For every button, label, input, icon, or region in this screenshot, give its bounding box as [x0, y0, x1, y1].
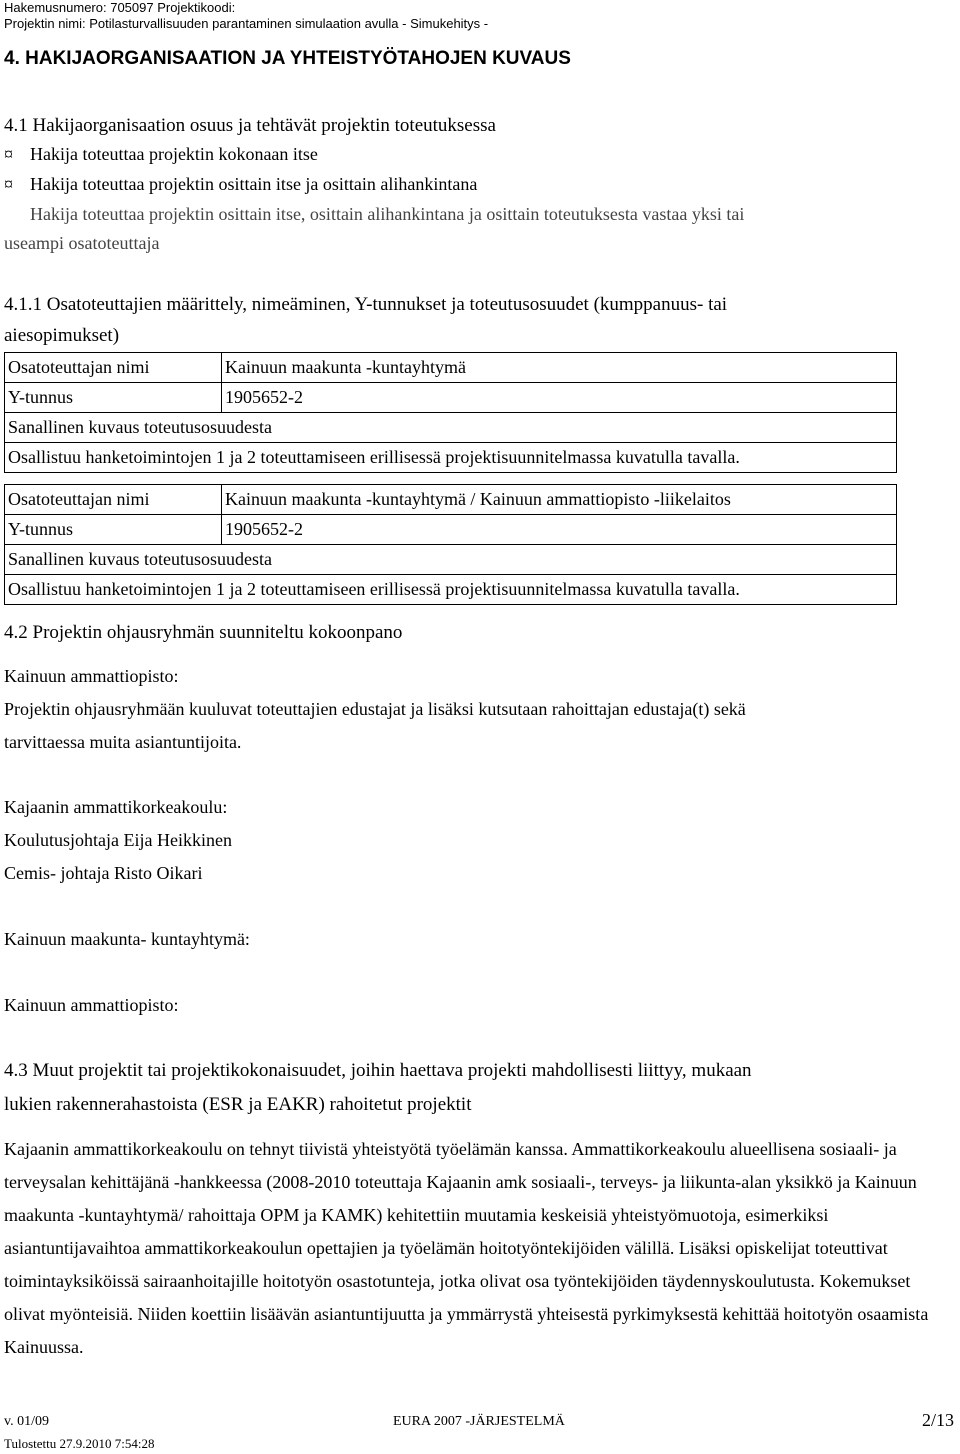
- description-label: Sanallinen kuvaus toteutusosuudesta: [5, 413, 897, 443]
- option-label: Hakija toteuttaa projektin osittain itse ja osittain alihankintana: [30, 174, 478, 194]
- table-row: [5, 545, 897, 575]
- steering-member: Koulutusjohtaja Eija Heikkinen: [4, 830, 232, 850]
- table-row: [5, 515, 897, 545]
- subsection-4-3-title-line2: lukien rakennerahastoista (ESR ja EAKR) rahoitetut projektit: [4, 1094, 472, 1115]
- subsection-4-2-title: 4.2 Projektin ohjausryhmän suunniteltu kokoonpano: [4, 622, 403, 643]
- description-label: Sanallinen kuvaus toteutusosuudesta: [5, 545, 897, 575]
- option-label: Hakija toteuttaa projektin kokonaan itse: [30, 144, 318, 164]
- table-row: [5, 443, 897, 473]
- subsection-4-3-title-line1: 4.3 Muut projektit tai projektikokonaisuudet, joihin haettava projekti mahdollisesti liittyy, mukaan: [4, 1060, 752, 1081]
- footer-system: EURA 2007 -JÄRJESTELMÄ: [393, 1414, 565, 1429]
- steering-org-label: Kainuun maakunta- kuntayhtymä:: [4, 929, 250, 949]
- table-row: [5, 413, 897, 443]
- header-project-name: Projektin nimi: Potilasturvallisuuden parantaminen simulaation avulla - Simukehitys -: [4, 16, 489, 31]
- option-partner-implementer: [4, 204, 744, 225]
- option-partly-subcontract: [4, 174, 477, 195]
- steering-org-label: Kainuun ammattiopisto:: [4, 666, 179, 686]
- description-value: Osallistuu hanketoimintojen 1 ja 2 toteuttamiseen erillisessä projektisuunnitelmassa kuvatulla tavalla.: [5, 575, 897, 605]
- partner-name-label: Osatoteuttajan nimi: [5, 353, 222, 383]
- partner-name-label: Osatoteuttajan nimi: [5, 485, 222, 515]
- footer-version: v. 01/09: [4, 1414, 49, 1429]
- subsection-4-1-title: 4.1 Hakijaorganisaation osuus ja tehtävät projektin toteutuksessa: [4, 115, 496, 136]
- table-row: [5, 383, 897, 413]
- ytunnus-label: Y-tunnus: [5, 383, 222, 413]
- table-row: [5, 575, 897, 605]
- header-application-number: Hakemusnumero: 705097 Projektikoodi:: [4, 0, 236, 15]
- partner-name-value: Kainuun maakunta -kuntayhtymä / Kainuun ammattiopisto -liikelaitos: [222, 485, 897, 515]
- option-label: Hakija toteuttaa projektin osittain itse, osittain alihankintana ja osittain toteutuksesta vastaa yksi tai: [30, 204, 745, 224]
- ytunnus-value: 1905652-2: [222, 515, 897, 545]
- footer-printed-date: Tulostettu 27.9.2010 7:54:28: [4, 1436, 155, 1451]
- steering-org-label: Kainuun ammattiopisto:: [4, 995, 179, 1015]
- steering-text-line1: Projektin ohjausryhmään kuuluvat toteuttajien edustajat ja lisäksi kutsutaan rahoittajan edustaja(t) sekä: [4, 699, 746, 719]
- steering-text-line2: tarvittaessa muita asiantuntijoita.: [4, 732, 242, 752]
- partner-table-2: [4, 484, 897, 605]
- description-value: Osallistuu hanketoimintojen 1 ja 2 toteuttamiseen erillisessä projektisuunnitelmassa kuvatulla tavalla.: [5, 443, 897, 473]
- subsection-4-1-1-title-line2: aiesopimukset): [4, 325, 120, 346]
- table-row: [5, 485, 897, 515]
- option-whole-project: [4, 144, 318, 165]
- section-title: 4. HAKIJAORGANISAATION JA YHTEISTYÖTAHOJEN KUVAUS: [4, 48, 571, 69]
- page-header: [4, 0, 488, 32]
- option-marker: ¤: [4, 144, 13, 164]
- ytunnus-value: 1905652-2: [222, 383, 897, 413]
- related-projects-paragraph: Kajaanin ammattikorkeakoulu on tehnyt tiivistä yhteistyötä työelämän kanssa. Ammattikorkeakoulu alueellisena sosiaali- ja terveysalan kehittäjänä -hankkeessa (2008-2010 toteuttaja Kajaanin amk sosiaali-, terveys- ja liikunta-alan yksikkö ja Kainuun maakunta -kuntayhtymä/ rahoittaja OPM ja KAMK) kehitettiin muutamia keskeisiä yhteistyömuotoja, esimerkiksi asiantuntijavaihtoa ammattikorkeakoulun opettajien ja työelämän hoitotyöntekijöiden välillä. Lisäksi opiskelijat toteuttivat toimintayksiköissä sairaanhoitajille hoitotyön osastotunteja, jotka olivat osa työntekijöiden täydennyskoulutusta. Kokemukset olivat myönteisiä. Niiden koettiin lisäävän asiantuntijuutta ja ymmärrystä yhteisestä pyrkimyksestä kehittää hoitotyön osaamista Kainuussa.: [4, 1139, 929, 1357]
- ytunnus-label: Y-tunnus: [5, 515, 222, 545]
- steering-org-label: Kajaanin ammattikorkeakoulu:: [4, 797, 228, 817]
- option-partner-implementer-cont: useampi osatoteuttaja: [4, 233, 160, 253]
- partner-table-1: [4, 352, 897, 473]
- option-marker: ¤: [4, 174, 13, 194]
- subsection-4-1-1-title-line1: 4.1.1 Osatoteuttajien määrittely, nimeäminen, Y-tunnukset ja toteutusosuudet (kumppanuus- tai: [4, 294, 728, 315]
- footer-page-number: 2/13: [922, 1410, 955, 1430]
- table-row: [5, 353, 897, 383]
- steering-member: Cemis- johtaja Risto Oikari: [4, 863, 203, 883]
- partner-name-value: Kainuun maakunta -kuntayhtymä: [222, 353, 897, 383]
